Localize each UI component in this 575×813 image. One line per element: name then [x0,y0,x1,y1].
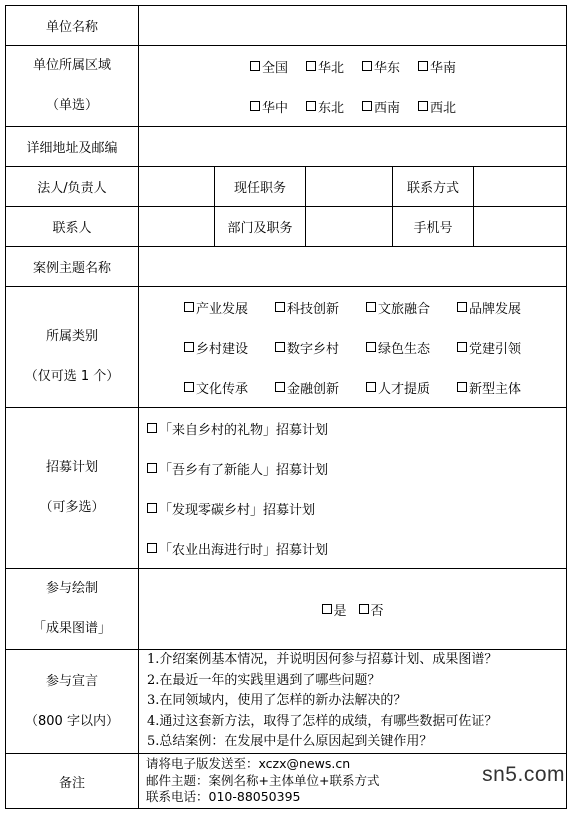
category-option[interactable] [457,378,548,397]
address-field[interactable] [139,127,567,167]
checkbox-label: 乡村建设 [196,341,249,357]
plan-label: 招募计划 [45,460,98,475]
checkbox-icon[interactable] [147,503,157,513]
checkbox-icon[interactable] [362,61,372,71]
region-option[interactable] [250,97,306,116]
plan-label-cell [6,408,139,569]
remarks-line: 请将电子版发送至：xczx@news.cn [146,756,351,772]
region-option[interactable] [250,57,306,76]
checkbox-icon[interactable] [184,342,194,352]
draw-label-note: 「成果图谱」 [32,621,111,636]
plan-options-cell [139,408,567,569]
plan-option[interactable] [147,499,315,518]
current-position-label: 现任职务 [215,167,306,207]
checkbox-label: 「发现零碳乡村」招募计划 [159,502,316,518]
category-option[interactable] [184,298,275,317]
category-option[interactable] [366,338,457,357]
category-option[interactable] [457,338,548,357]
category-option[interactable] [366,378,457,397]
checkbox-label: 「农业出海进行时」招募计划 [159,542,329,558]
region-label-note: （单选） [45,98,98,113]
checkbox-icon[interactable] [366,382,376,392]
draw-option[interactable] [359,600,384,619]
checkbox-icon[interactable] [418,61,428,71]
contact-person-label: 联系人 [6,207,139,247]
region-label: 单位所属区域 [32,58,111,73]
checkbox-icon[interactable] [366,302,376,312]
checkbox-label: 西南 [374,100,401,116]
checkbox-label: 华东 [374,60,401,76]
checkbox-label: 「来自乡村的礼物」招募计划 [159,422,329,438]
checkbox-label: 东北 [318,100,345,116]
decl-guide-cell[interactable] [139,650,567,754]
case-theme-field[interactable] [139,247,567,287]
plan-label-note: （可多选） [39,500,105,515]
remarks-line: 邮件主题：案例名称+主体单位+联系方式 [146,772,380,788]
draw-option[interactable] [322,600,347,619]
plan-option[interactable] [147,419,328,438]
decl-guide-line: 4.通过这套新方法，取得了怎样的成绩，有哪些数据可佐证？ [147,713,498,729]
category-option[interactable] [184,338,275,357]
category-label: 所属类别 [45,329,98,344]
checkbox-label: 西北 [430,100,457,116]
remarks-label: 备注 [6,754,139,809]
checkbox-label: 全国 [262,60,289,76]
checkbox-icon[interactable] [306,101,316,111]
region-option[interactable] [306,97,362,116]
region-option[interactable] [362,97,418,116]
contact-method-label: 联系方式 [393,167,474,207]
checkbox-label: 科技创新 [287,301,340,317]
address-label: 详细地址及邮编 [6,127,139,167]
category-label-note: （仅可选 1 个） [24,369,120,384]
category-option[interactable] [184,378,275,397]
decl-guide-line: 2.在最近一年的实践里遇到了哪些问题？ [147,672,381,688]
checkbox-label: 品牌发展 [469,301,522,317]
checkbox-icon[interactable] [184,302,194,312]
checkbox-icon[interactable] [275,302,285,312]
checkbox-icon[interactable] [457,382,467,392]
checkbox-icon[interactable] [306,61,316,71]
draw-options-cell [139,569,567,650]
unit-name-field[interactable] [139,6,567,46]
checkbox-label: 党建引领 [469,341,522,357]
decl-guide-line: 1.介绍案例基本情况，并说明因何参与招募计划、成果图谱？ [147,652,498,668]
checkbox-label: 人才提质 [378,381,431,397]
checkbox-icon[interactable] [362,101,372,111]
checkbox-label: 新型主体 [469,381,522,397]
draw-label: 参与绘制 [45,581,98,596]
checkbox-label: 否 [370,603,384,619]
plan-option[interactable] [147,459,328,478]
region-label-cell [6,46,139,127]
legal-person-label: 法人/负责人 [6,167,139,207]
checkbox-icon[interactable] [147,423,157,433]
checkbox-icon[interactable] [359,604,369,614]
decl-guide-line: 5.总结案例：在发展中是什么原因起到关键作用？ [147,734,433,750]
checkbox-label: 文旅融合 [378,301,431,317]
checkbox-icon[interactable] [322,604,332,614]
checkbox-icon[interactable] [457,342,467,352]
checkbox-icon[interactable] [275,382,285,392]
region-option[interactable] [418,97,474,116]
category-label-cell [6,287,139,408]
checkbox-label: 华中 [262,100,289,116]
dept-position-field[interactable] [306,207,393,247]
category-option[interactable] [457,298,548,317]
checkbox-label: 是 [333,603,347,619]
dept-position-label: 部门及职务 [215,207,306,247]
region-option[interactable] [418,57,474,76]
checkbox-icon[interactable] [250,61,260,71]
decl-label: 参与宣言 [45,673,98,689]
watermark: sn5.com [482,763,565,786]
decl-guide-line: 3.在同领域内，使用了怎样的新办法解决的？ [147,693,407,709]
contact-method-field[interactable] [474,167,567,207]
decl-label-note: （800 字以内） [25,713,119,729]
checkbox-label: 绿色生态 [378,341,431,357]
checkbox-icon[interactable] [147,463,157,473]
checkbox-label: 华北 [318,60,345,76]
checkbox-icon[interactable] [457,302,467,312]
checkbox-label: 「吾乡有了新能人」招募计划 [159,462,329,478]
category-option[interactable] [275,378,366,397]
plan-option[interactable] [147,539,328,558]
draw-label-cell [6,569,139,650]
checkbox-icon[interactable] [250,101,260,111]
current-position-field[interactable] [306,167,393,207]
region-options-cell [139,46,567,127]
checkbox-icon[interactable] [147,543,157,553]
mobile-label: 手机号 [393,207,474,247]
category-options-cell [139,287,567,408]
checkbox-icon[interactable] [418,101,428,111]
checkbox-icon[interactable] [275,342,285,352]
application-form-table [5,5,567,809]
checkbox-label: 文化传承 [196,381,249,397]
checkbox-label: 数字乡村 [287,341,340,357]
unit-name-label: 单位名称 [6,6,139,46]
checkbox-icon[interactable] [366,342,376,352]
checkbox-label: 金融创新 [287,381,340,397]
decl-label-cell [6,650,139,754]
remarks-line: 联系电话：010-88050395 [146,789,301,805]
mobile-field[interactable] [474,207,567,247]
checkbox-label: 华南 [430,60,457,76]
checkbox-icon[interactable] [184,382,194,392]
region-option[interactable] [306,57,362,76]
legal-person-field[interactable] [139,167,215,207]
category-option[interactable] [366,298,457,317]
region-option[interactable] [362,57,418,76]
contact-person-field[interactable] [139,207,215,247]
case-theme-label: 案例主题名称 [6,247,139,287]
category-option[interactable] [275,298,366,317]
category-option[interactable] [275,338,366,357]
checkbox-label: 产业发展 [196,301,249,317]
